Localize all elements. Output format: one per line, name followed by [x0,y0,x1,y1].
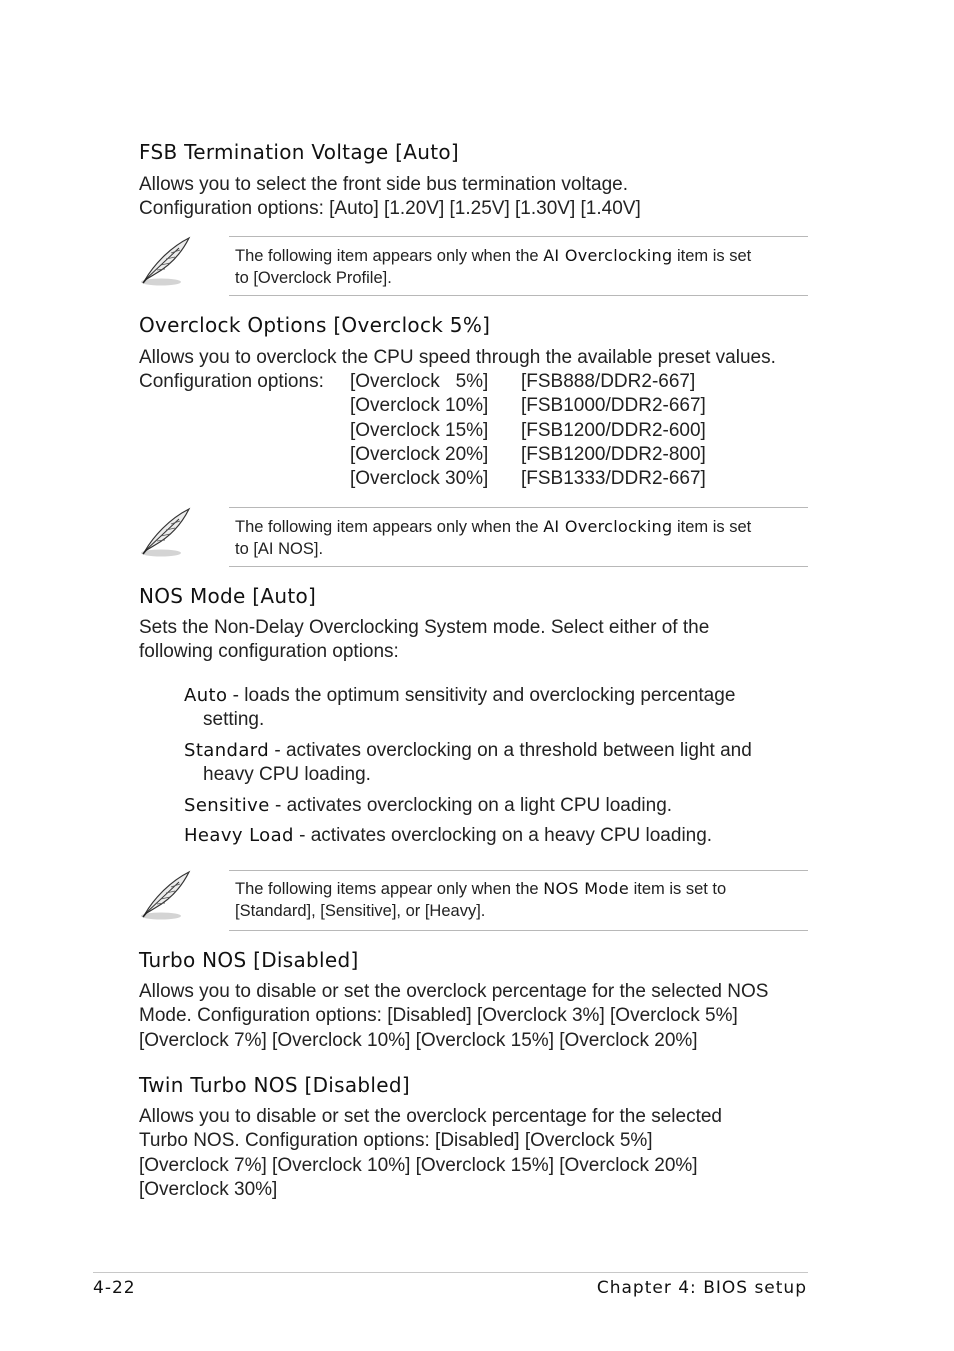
twin-turbo-line1: Allows you to disable or set the overclock percentage for the selected [139,1106,722,1127]
option-name: [Overclock 5%] [350,371,489,392]
note-text-3 [235,878,809,922]
option-desc-cont: heavy CPU loading. [203,764,371,786]
turbo-nos-line3: [Overclock 7%] [Overclock 10%] [Overclock 15%] [Overclock 20%] [139,1029,698,1051]
note-box-2 [139,507,808,567]
nos-option-auto [184,684,814,733]
note-divider-bottom [229,295,808,296]
section-heading-overclock-options: Overclock Options [Overclock 5%] [139,313,491,337]
note-text-1 [235,245,809,289]
option-desc: - loads the optimum sensitivity and overclocking percentage [227,685,736,706]
twin-turbo-line3: [Overclock 7%] [Overclock 10%] [Overclock 15%] [Overclock 20%] [139,1154,698,1176]
note1-term: AI Overclocking [543,246,673,265]
note2-term: AI Overclocking [543,517,673,536]
option-desc-cont: setting. [203,709,265,731]
option-value: [FSB888/DDR2-667] [521,371,696,392]
section-heading-fsb-termination: FSB Termination Voltage [Auto] [139,140,459,164]
turbo-nos-description [139,980,814,1053]
nos-option-sensitive [184,794,814,818]
twin-turbo-line4: [Overclock 30%] [139,1178,278,1200]
section-heading-nos-mode: NOS Mode [Auto] [139,584,317,608]
note2-text-line2: to [AI NOS]. [235,539,324,558]
option-value: [FSB1200/DDR2-800] [521,443,706,465]
note3-text-pre: The following items appear only when the [235,880,544,898]
turbo-nos-line2: Mode. Configuration options: [Disabled] [Overclock 3%] [Overclock 5%] [139,1005,738,1027]
feather-pen-icon [139,870,193,924]
note1-text-pre: The following item appears only when the [235,247,544,265]
overclock-description-line1: Allows you to overclock the CPU speed through the available preset values. [139,347,776,368]
option-name: [Overclock 30%] [350,468,489,490]
config-options-label: Configuration options: [139,371,324,392]
option-desc: - activates overclocking on a threshold between light and [269,740,752,761]
overclock-option-row [139,467,814,491]
note2-text-pre: The following item appears only when the [235,518,544,536]
option-value: [FSB1000/DDR2-667] [521,395,706,417]
note-divider-bottom [229,930,808,931]
nos-option-heavy-load [184,824,814,848]
note-divider-bottom [229,566,808,567]
note-text-2 [235,516,809,560]
option-name: [Overclock 10%] [350,395,489,417]
overclock-options-table [139,370,814,491]
page-number: 4-22 [93,1278,136,1298]
option-name: [Overclock 15%] [350,419,489,441]
option-desc: - activates overclocking on a light CPU loading. [269,795,673,816]
nos-description [139,616,814,665]
note-divider-top [229,870,808,871]
section-heading-turbo-nos: Turbo NOS [Disabled] [139,948,359,972]
chapter-title: Chapter 4: BIOS setup [596,1278,807,1298]
note2-text-post: item is set [672,518,752,536]
note-box-3 [139,870,808,931]
note1-text-post: item is set [672,247,752,265]
note1-text-line2: to [Overclock Profile]. [235,268,392,287]
option-term: Auto [184,685,228,706]
fsb-description-line1: Allows you to select the front side bus termination voltage. [139,174,628,195]
note-divider-top [229,507,808,508]
nos-description-line1: Sets the Non-Delay Overclocking System mode. Select either of the [139,617,710,638]
twin-turbo-line2: Turbo NOS. Configuration options: [Disabled] [Overclock 5%] [139,1130,653,1152]
twin-turbo-nos-description [139,1105,814,1202]
option-name: [Overclock 20%] [350,443,489,465]
note3-term: NOS Mode [543,879,629,898]
turbo-nos-line1: Allows you to disable or set the overclock percentage for the selected NOS [139,981,769,1002]
note3-text-line2: [Standard], [Sensitive], or [Heavy]. [235,901,486,920]
overclock-description [139,346,814,370]
option-desc: - activates overclocking on a heavy CPU loading. [293,825,713,846]
nos-description-line2: following configuration options: [139,641,399,663]
note3-text-post: item is set to [629,880,727,898]
fsb-description [139,173,814,222]
feather-pen-icon [139,507,193,561]
option-value: [FSB1333/DDR2-667] [521,468,706,490]
feather-pen-icon [139,236,193,290]
footer-divider [93,1272,808,1273]
option-term: Heavy Load [184,825,294,846]
overclock-option-row [139,419,814,443]
overclock-option-row [139,370,814,394]
overclock-option-row [139,394,814,418]
fsb-config-options: Configuration options: [Auto] [1.20V] [1.25V] [1.30V] [1.40V] [139,198,641,220]
section-heading-twin-turbo-nos: Twin Turbo NOS [Disabled] [139,1073,410,1097]
option-term: Sensitive [184,795,270,816]
nos-option-standard [184,739,814,788]
note-box-1 [139,236,808,296]
option-value: [FSB1200/DDR2-600] [521,419,706,441]
note-divider-top [229,236,808,237]
overclock-option-row [139,443,814,467]
option-term: Standard [184,740,270,761]
